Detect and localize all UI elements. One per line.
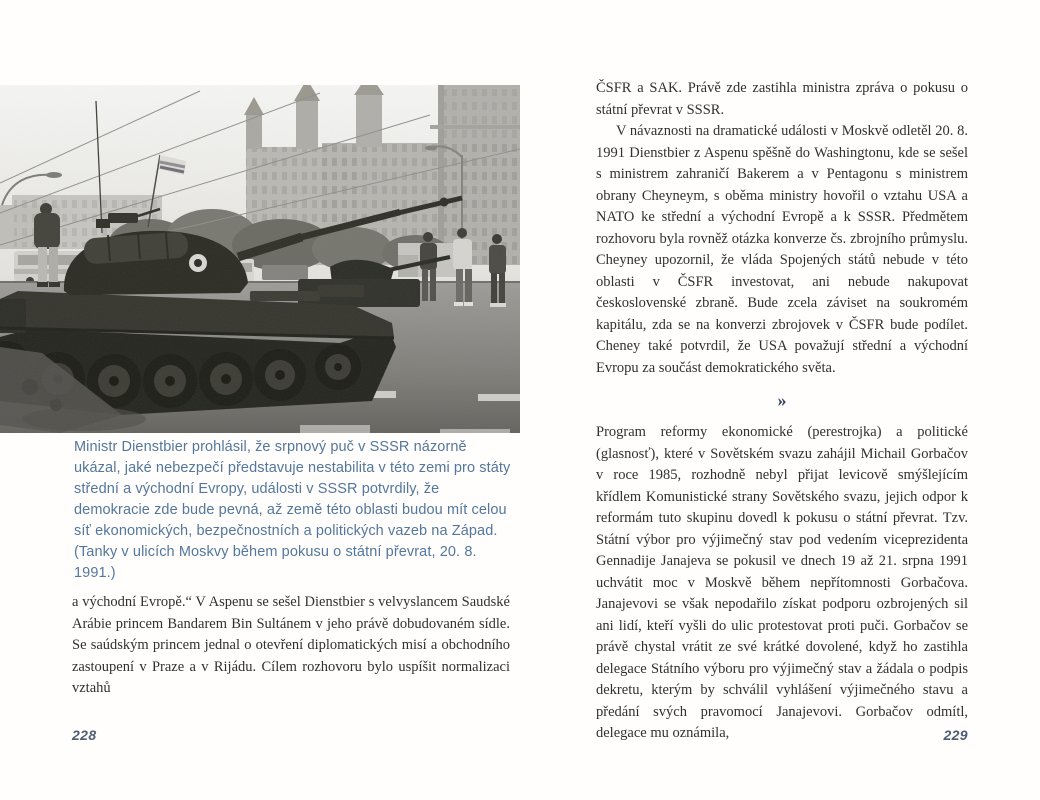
photo-caption: Ministr Dienstbier prohlásil, že srpnový puč v SSSR názorně ukázal, jaké nebezpečí představuje nestabilita v této zemi pro státy střední a východní Evropy, události v SSSR potvrdily, že demokracie zde bude pevná, až země této oblasti budou mít celou síť ekonomických, bezpečnostních a politických vazeb na Západ. (Tanky v ulicích Moskvy během pokusu o státní převrat, 20. 8. 1991.) <box>74 439 511 581</box>
photo-tanks-moscow <box>0 85 520 433</box>
left-page-body: a východní Evropě.“ V Aspenu se sešel Dienstbier s velvyslancem Saudské Arábie princem Bandarem Bin Sultánem v jeho právě dobudovaném sídle. Se saúdským princem jednal o otevření diplomatických misí a obchodního zastoupení v Praze a v Rijádu. Cílem rozhovoru bylo uspíšit normalizaci vztahů <box>72 594 510 696</box>
paragraph-washington: V návaznosti na dramatické události v Moskvě odletěl 20. 8. 1991 Dienstbier z Aspenu spěšně do Washingtonu, kde se sešel s ministrem zahraničí Bakerem a v Pentagonu s ministrem obrany Cheyneym, s oběma ministry hovořil o vztahu USA a NATO ke střední a východní Evropě a k SSSR. Předmětem rozhovoru byla rovněž otázka konverze čs. zbrojního průmyslu. Cheyney upozornil, že vláda Spojených států nebude v této oblasti v ČSFR investovat, ani nebude nakupovat československé zbraně. Bude zcela záviset na soukromém kapitálu, zda se na konverzi zbrojovek v ČSFR bude podílet. Cheney také potvrdil, že USA považují střední a východní Evropu za součást demokratického světa. <box>596 123 968 376</box>
paragraph-continuation: ČSFR a SAK. Právě zde zastihla ministra zpráva o pokusu o státní převrat v SSSR. <box>596 80 968 118</box>
right-page-text <box>596 78 968 745</box>
page-number-left: 228 <box>72 727 97 743</box>
page-number-right: 229 <box>943 727 968 743</box>
film-grain <box>0 85 520 433</box>
tank-photo-illustration <box>0 85 520 433</box>
paragraph-perestrojka: Program reformy ekonomické (perestrojka) a politické (glasnosť), které v Sovětském svazu zahájil Michail Gorbačov v roce 1985, rozhodně nebyl přijat levicově smýšlejícím křídlem Komunistické strany Sovětského svazu, jejich odpor k reformám tuto skupinu dovedl k pokusu o státní převrat. Tzv. Státní výbor pro výjimečný stav pod vedením viceprezidenta Gennadije Janajeva se pokusil ve dnech 19 až 21. srpna 1991 uchvátit moc v Moskvě během nepřítomnosti Gorbačova. Janajevovi se však nepodařilo získat podporu ozbrojených sil ani lidí, kteří vyšli do ulic protestovat proti puči. Gorbačov se právě chystal vrátit ze své krátké dovolené, když ho zastihla delegace Státního výboru pro výjimečný stav a žádala o podpis dekretu, kterým by schválil vyhlášení výjimečného stavu a předání svých pravomocí Janajevovi. Gorbačov odmítl, delegace mu oznámila, <box>596 424 968 741</box>
section-separator-glyph: » <box>777 390 787 410</box>
